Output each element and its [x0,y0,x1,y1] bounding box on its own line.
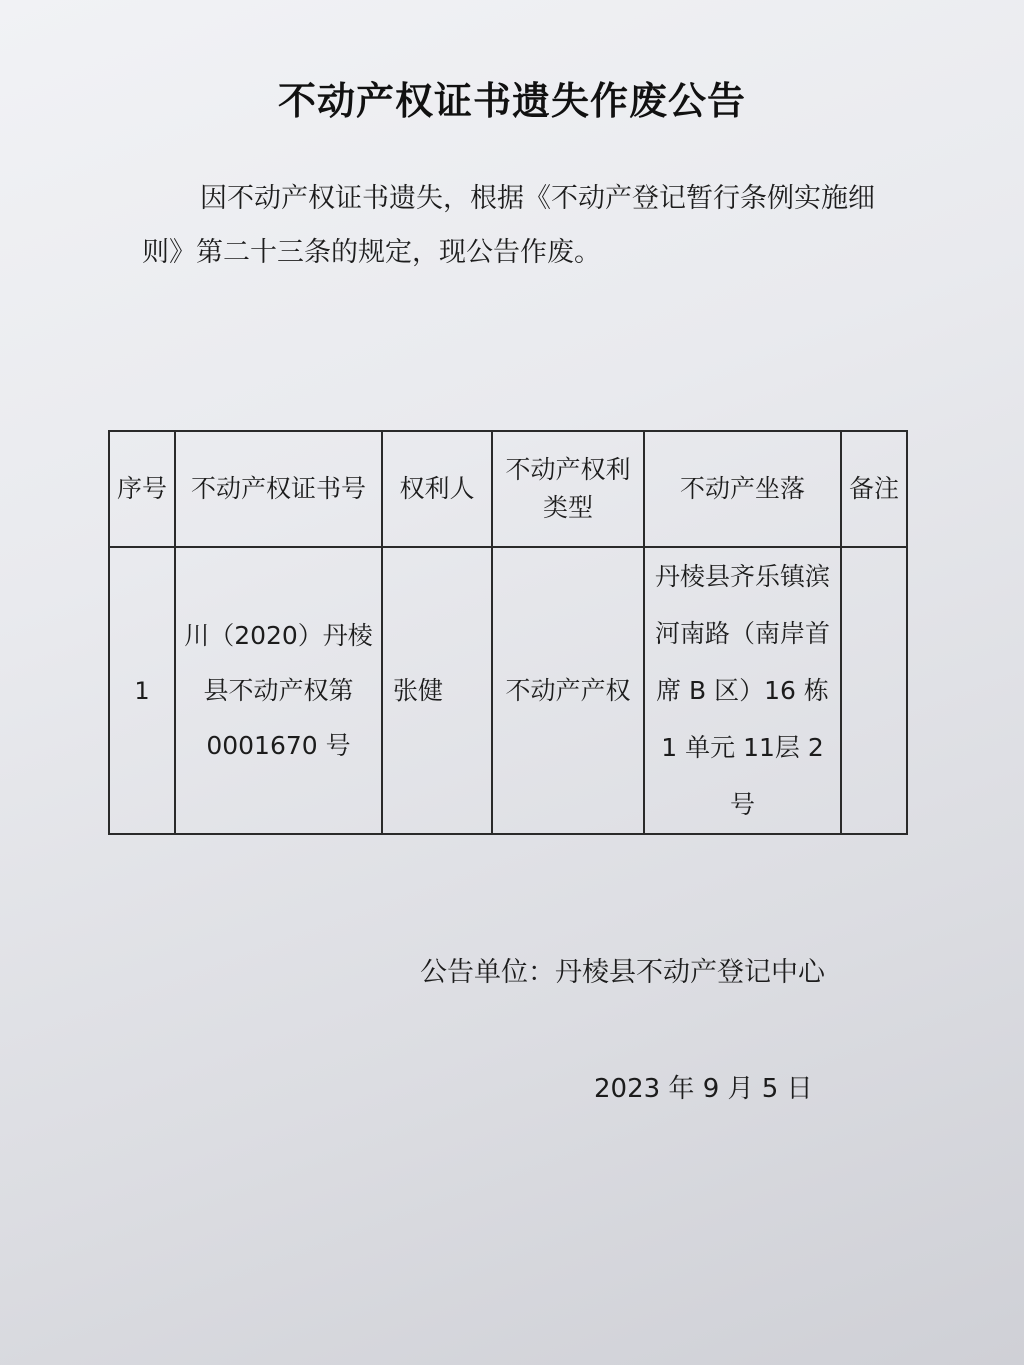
cell-location: 丹棱县齐乐镇滨河南路（南岸首席 B 区）16 栋 1 单元 11层 2 号 [644,547,841,834]
header-cert-no: 不动产权证书号 [175,431,382,547]
header-location: 不动产坐落 [644,431,841,547]
table-row [109,547,907,834]
cell-right-type: 不动产产权 [492,547,644,834]
cell-holder: 张健 [382,547,492,834]
cell-remark [841,547,907,834]
notice-table [108,430,908,835]
header-holder: 权利人 [382,431,492,547]
issuer-line: 公告单位：丹棱县不动产登记中心 [420,957,825,988]
header-seq: 序号 [109,431,175,547]
notice-paragraph: 因不动产权证书遗失，根据《不动产登记暂行条例实施细则》第二十三条的规定，现公告作废。 [142,183,875,268]
table-header-row [109,431,907,547]
notice-title: 不动产权证书遗失作废公告 [277,78,746,123]
notice-date: 2023 年 9 月 5 日 [594,1074,813,1104]
header-right-type: 不动产权利类型 [492,431,644,547]
cell-cert-no: 川（2020）丹棱县不动产权第0001670 号 [175,547,382,834]
header-remark: 备注 [841,431,907,547]
cell-seq: 1 [109,547,175,834]
